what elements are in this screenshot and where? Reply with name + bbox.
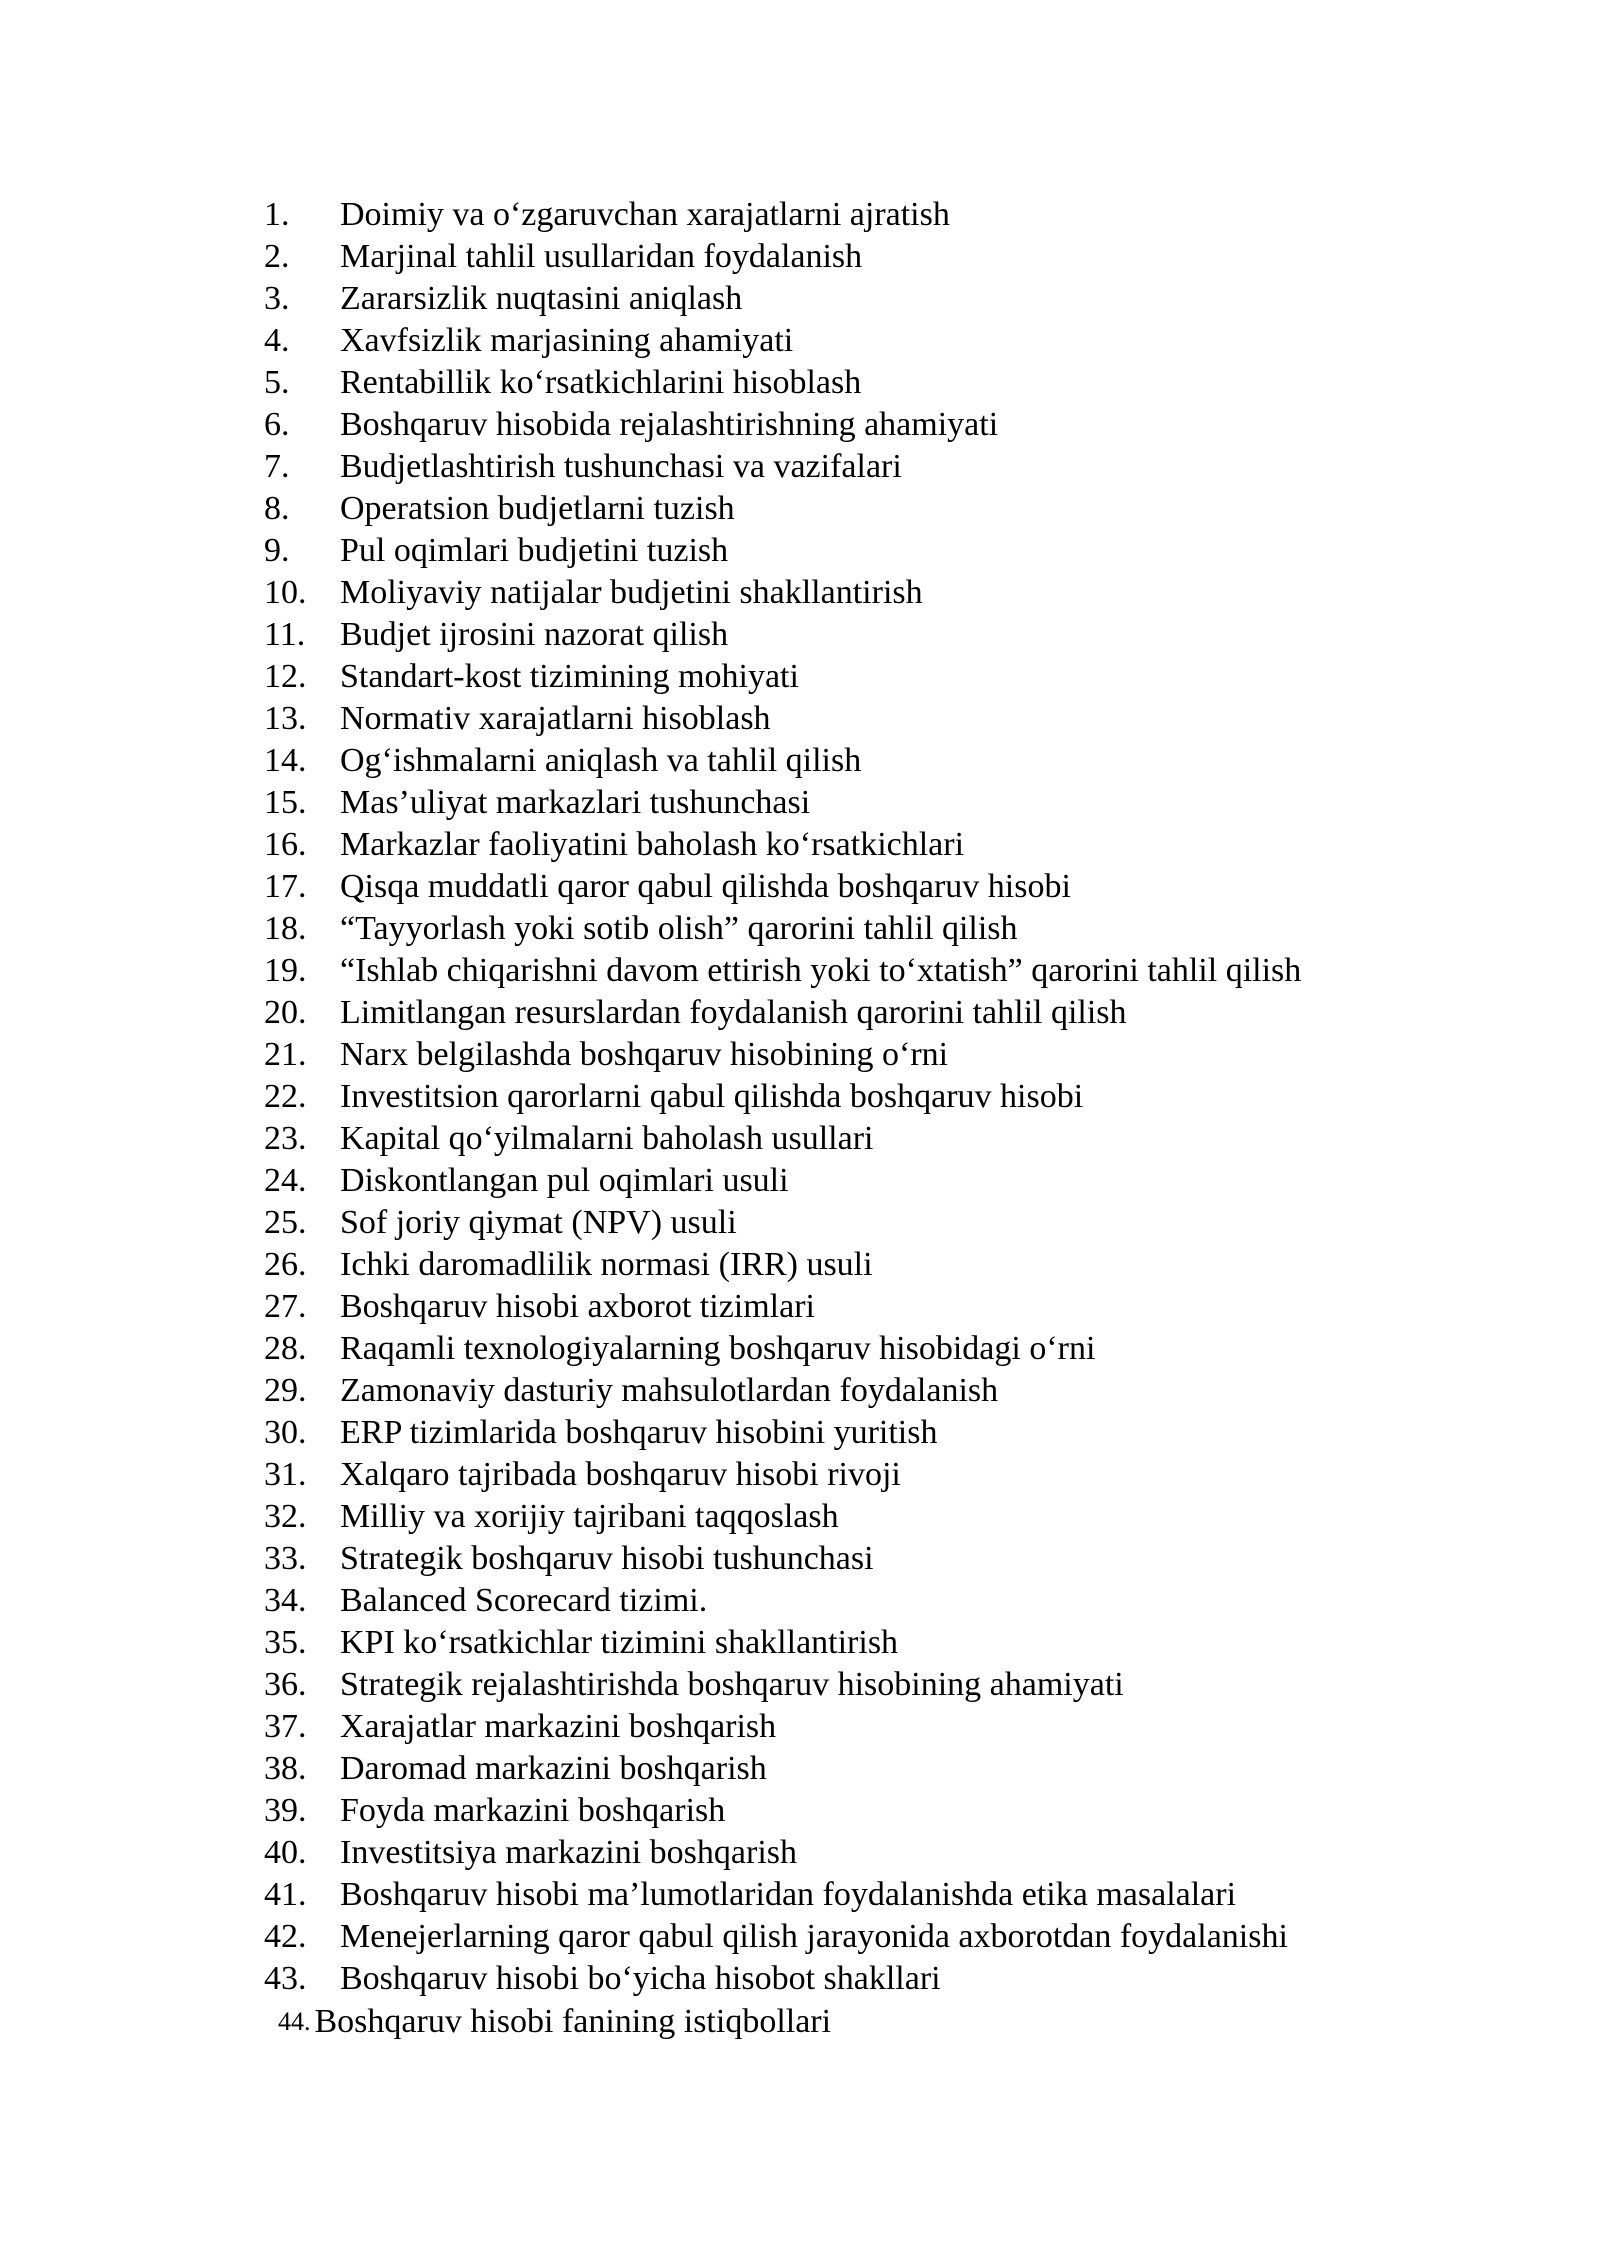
topic-number: 31.	[264, 1456, 307, 1493]
topic-text: Boshqaruv hisobi bo‘yicha hisobot shakllari	[340, 1960, 941, 1997]
topic-text: Qisqa muddatli qaror qabul qilishda boshqaruv hisobi	[340, 868, 1071, 905]
topic-item	[264, 824, 1301, 866]
topic-item	[264, 1664, 1301, 1706]
topic-number: 30.	[264, 1414, 307, 1451]
topic-item	[264, 992, 1301, 1034]
topic-item	[264, 194, 1301, 236]
topic-text: Daromad markazini boshqarish	[340, 1750, 767, 1787]
topic-item	[264, 278, 1301, 320]
topic-item	[264, 362, 1301, 404]
topic-number: 29.	[264, 1372, 307, 1409]
topic-number: 18.	[264, 910, 307, 947]
topic-item	[264, 320, 1301, 362]
topic-item	[264, 446, 1301, 488]
topic-number: 2.	[264, 238, 290, 275]
topic-item	[264, 1076, 1301, 1118]
topic-text: Rentabillik ko‘rsatkichlarini hisoblash	[340, 364, 862, 401]
topic-text: Balanced Scorecard tizimi.	[340, 1582, 708, 1619]
topic-number: 33.	[264, 1540, 307, 1577]
topic-number: 3.	[264, 280, 290, 317]
topic-text: Marjinal tahlil usullaridan foydalanish	[340, 238, 863, 275]
topic-text: Og‘ishmalarni aniqlash va tahlil qilish	[340, 742, 862, 779]
topic-number: 4.	[264, 322, 290, 359]
topic-item	[264, 488, 1301, 530]
topic-number: 34.	[264, 1582, 307, 1619]
topic-text: Strategik boshqaruv hisobi tushunchasi	[340, 1540, 874, 1577]
topic-number: 27.	[264, 1288, 307, 1325]
topic-text: Budjetlashtirish tushunchasi va vazifalari	[340, 448, 902, 485]
topic-text: Ichki daromadlilik normasi (IRR) usuli	[340, 1246, 873, 1283]
topic-number: 24.	[264, 1162, 307, 1199]
topic-number: 8.	[264, 490, 290, 527]
topic-text: Sof joriy qiymat (NPV) usuli	[340, 1204, 737, 1241]
topic-text: Limitlangan resurslardan foydalanish qarorini tahlil qilish	[340, 994, 1127, 1031]
topic-item	[264, 866, 1301, 908]
topic-item	[264, 1412, 1301, 1454]
topic-number: 9.	[264, 532, 290, 569]
topic-text: Pul oqimlari budjetini tuzish	[340, 532, 729, 569]
topic-text: Zamonaviy dasturiy mahsulotlardan foydalanish	[340, 1372, 999, 1409]
topic-number: 17.	[264, 868, 307, 905]
topic-text: Boshqaruv hisobi ma’lumotlaridan foydalanishda etika masalalari	[340, 1876, 1237, 1913]
topic-text: Kapital qo‘yilmalarni baholash usullari	[340, 1120, 874, 1157]
topic-item	[264, 740, 1301, 782]
topic-text: “Tayyorlash yoki sotib olish” qarorini tahlil qilish	[340, 910, 1018, 947]
topic-number: 28.	[264, 1330, 307, 1367]
topic-item	[264, 2000, 1301, 2044]
topic-text: Standart-kost tizimining mohiyati	[340, 658, 799, 695]
topic-number: 10.	[264, 574, 307, 611]
topic-text: KPI ko‘rsatkichlar tizimini shakllantirish	[340, 1624, 899, 1661]
topic-text: Mas’uliyat markazlari tushunchasi	[340, 784, 811, 821]
topic-number: 16.	[264, 826, 307, 863]
topic-number: 44.	[278, 2007, 311, 2036]
topic-number: 36.	[264, 1666, 307, 1703]
topic-number: 26.	[264, 1246, 307, 1283]
topic-item	[264, 1622, 1301, 1664]
topic-number: 1.	[264, 196, 290, 233]
topic-text: Boshqaruv hisobi axborot tizimlari	[340, 1288, 815, 1325]
topic-item	[264, 1706, 1301, 1748]
topic-number: 15.	[264, 784, 307, 821]
topic-text: Foyda markazini boshqarish	[340, 1792, 726, 1829]
topic-text: Boshqaruv hisobi fanining istiqbollari	[314, 2003, 832, 2040]
topic-text: Diskontlangan pul oqimlari usuli	[340, 1162, 789, 1199]
topic-item	[264, 1328, 1301, 1370]
topic-item	[264, 1958, 1301, 2000]
topic-number: 13.	[264, 700, 307, 737]
topic-text: Narx belgilashda boshqaruv hisobining o‘rni	[340, 1036, 949, 1073]
topic-item	[264, 1244, 1301, 1286]
topic-number: 35.	[264, 1624, 307, 1661]
topic-item	[264, 1916, 1301, 1958]
topic-number: 11.	[264, 616, 306, 653]
topic-text: Xalqaro tajribada boshqaruv hisobi rivoji	[340, 1456, 901, 1493]
topic-item	[264, 1580, 1301, 1622]
topic-item	[264, 404, 1301, 446]
topic-item	[264, 908, 1301, 950]
topic-text: Xavfsizlik marjasining ahamiyati	[340, 322, 794, 359]
topic-text: Strategik rejalashtirishda boshqaruv hisobining ahamiyati	[340, 1666, 1124, 1703]
topic-item	[264, 614, 1301, 656]
topic-text: Normativ xarajatlarni hisoblash	[340, 700, 771, 737]
topic-item	[264, 1790, 1301, 1832]
topic-text: Markazlar faoliyatini baholash ko‘rsatkichlari	[340, 826, 965, 863]
topic-text: Boshqaruv hisobida rejalashtirishning ahamiyati	[340, 406, 999, 443]
topic-number: 21.	[264, 1036, 307, 1073]
topic-item	[264, 236, 1301, 278]
topic-item	[264, 530, 1301, 572]
topic-number: 38.	[264, 1750, 307, 1787]
topic-number: 32.	[264, 1498, 307, 1535]
topic-number: 22.	[264, 1078, 307, 1115]
topic-item	[264, 1370, 1301, 1412]
topic-text: Operatsion budjetlarni tuzish	[340, 490, 735, 527]
topic-number: 7.	[264, 448, 290, 485]
topic-text: Menejerlarning qaror qabul qilish jarayonida axborotdan foydalanishi	[340, 1918, 1288, 1955]
topic-item	[264, 1118, 1301, 1160]
topic-item	[264, 1034, 1301, 1076]
topic-number: 25.	[264, 1204, 307, 1241]
topic-number: 12.	[264, 658, 307, 695]
topic-number: 6.	[264, 406, 290, 443]
topic-number: 37.	[264, 1708, 307, 1745]
topic-number: 39.	[264, 1792, 307, 1829]
topic-number: 42.	[264, 1918, 307, 1955]
topic-text: Zararsizlik nuqtasini aniqlash	[340, 280, 743, 317]
topic-item	[264, 572, 1301, 614]
topic-text: Milliy va xorijiy tajribani taqqoslash	[340, 1498, 839, 1535]
topic-item	[264, 1202, 1301, 1244]
topic-number: 19.	[264, 952, 307, 989]
topic-text: Investitsiya markazini boshqarish	[340, 1834, 798, 1871]
topic-text: Doimiy va o‘zgaruvchan xarajatlarni ajratish	[340, 196, 950, 233]
topic-item	[264, 950, 1301, 992]
topic-item	[264, 1160, 1301, 1202]
topic-list	[264, 194, 1301, 2044]
topic-text: “Ishlab chiqarishni davom ettirish yoki to‘xtatish” qarorini tahlil qilish	[340, 952, 1302, 989]
topic-number: 43.	[264, 1960, 307, 1997]
topic-number: 41.	[264, 1876, 307, 1913]
topic-item	[264, 656, 1301, 698]
topic-item	[264, 1832, 1301, 1874]
topic-text: Budjet ijrosini nazorat qilish	[340, 616, 729, 653]
topic-item	[264, 1538, 1301, 1580]
topic-number: 20.	[264, 994, 307, 1031]
topic-item	[264, 1496, 1301, 1538]
topic-text: Xarajatlar markazini boshqarish	[340, 1708, 777, 1745]
topic-item	[264, 1454, 1301, 1496]
topic-number: 5.	[264, 364, 290, 401]
topic-item	[264, 1874, 1301, 1916]
topic-text: Raqamli texnologiyalarning boshqaruv hisobidagi o‘rni	[340, 1330, 1096, 1367]
topic-number: 40.	[264, 1834, 307, 1871]
topic-text: Investitsion qarorlarni qabul qilishda boshqaruv hisobi	[340, 1078, 1084, 1115]
topic-number: 14.	[264, 742, 307, 779]
topic-number: 23.	[264, 1120, 307, 1157]
topic-text: ERP tizimlarida boshqaruv hisobini yuritish	[340, 1414, 938, 1451]
topic-text: Moliyaviy natijalar budjetini shakllantirish	[340, 574, 923, 611]
topic-item	[264, 782, 1301, 824]
topic-item	[264, 1286, 1301, 1328]
topic-item	[264, 698, 1301, 740]
topic-item	[264, 1748, 1301, 1790]
